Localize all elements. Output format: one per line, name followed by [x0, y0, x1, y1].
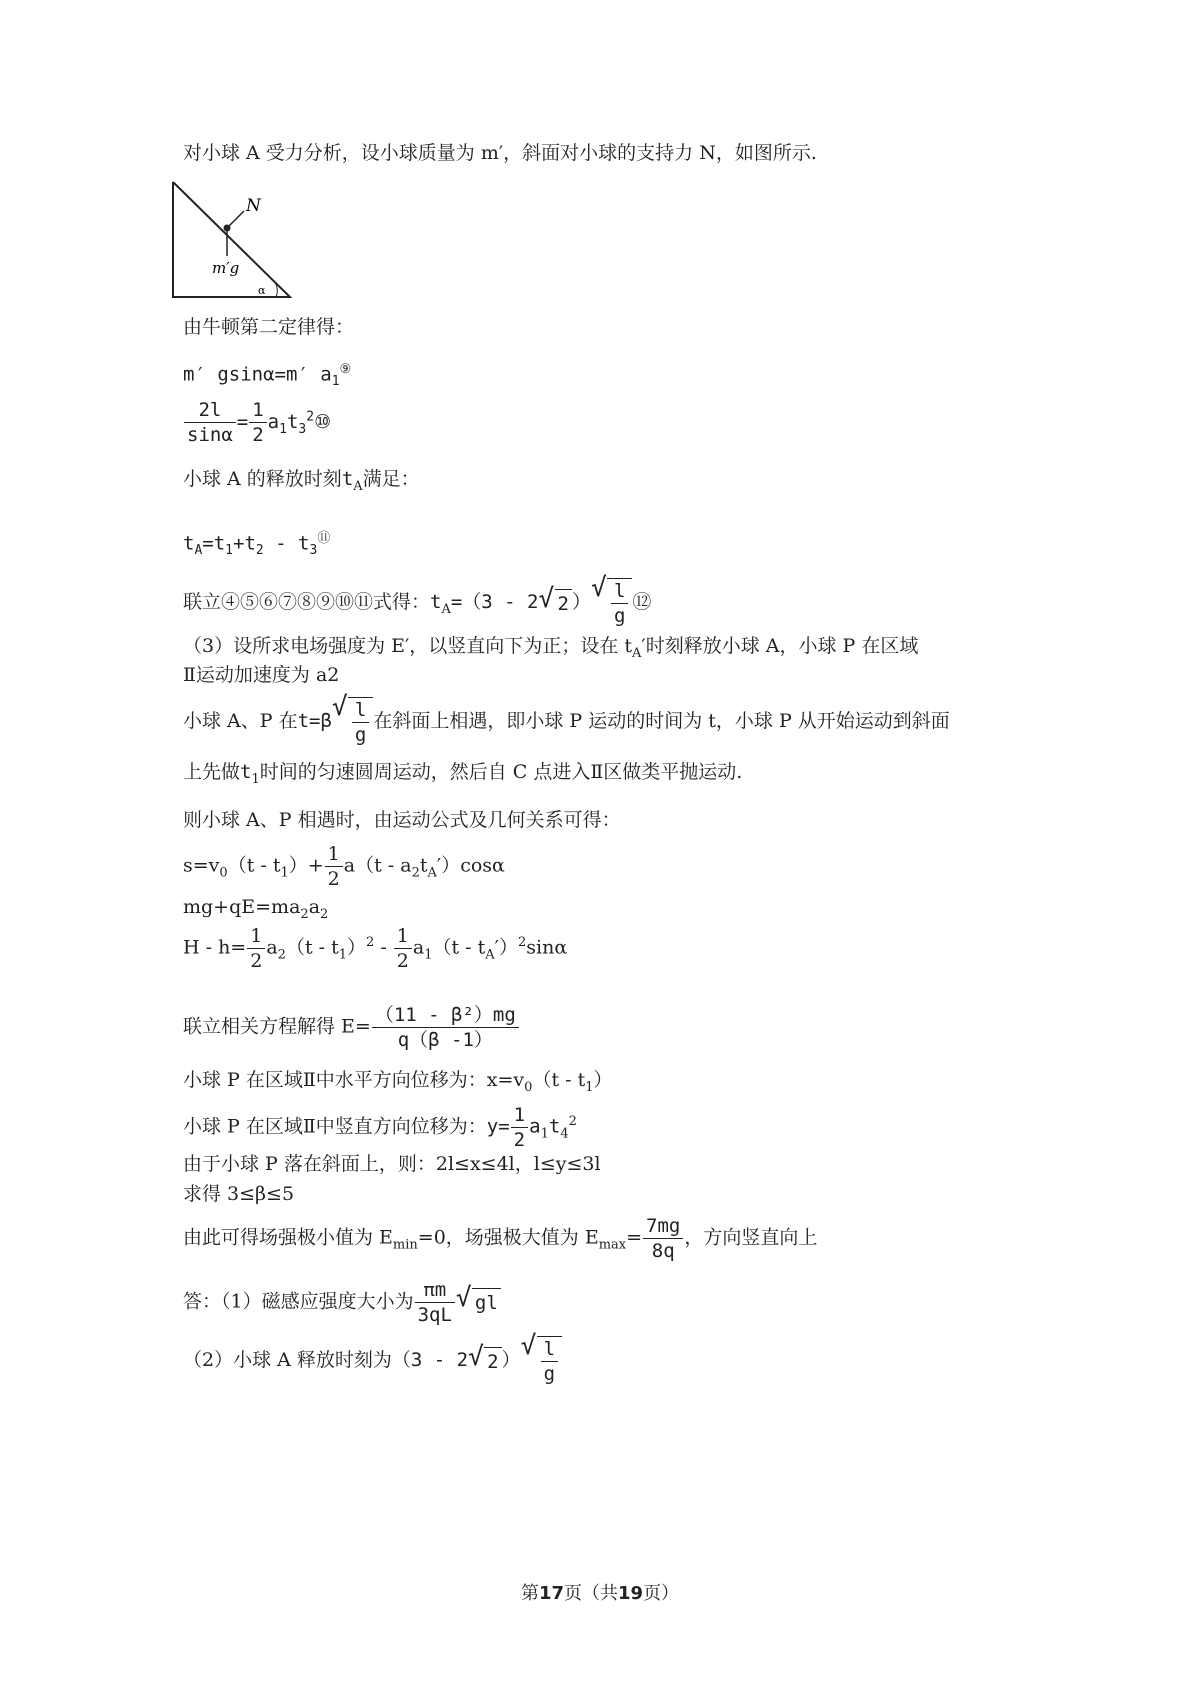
fraction: $\frac{1}{2}$: [249, 398, 266, 447]
label-alpha: α: [258, 284, 266, 297]
text-line: [183, 139, 817, 167]
normal-force-arrow: [227, 211, 244, 228]
square-root: √ $\frac{l}{g}$: [591, 578, 632, 628]
square-root: √ $\frac{l}{g}$: [332, 697, 373, 747]
equation-line: H - h= $\frac{1}{2}$ $a_2(t - t_1)^2$ - $\frac{1}{2}$ $a_1(t - t_A')^2\sin\alpha$: [183, 925, 568, 972]
text-line: 上先做$t_1$时间的匀速圆周运动，然后自 C 点进入Ⅱ区做类平抛运动.: [183, 761, 743, 787]
text-line: 小球 P 在区域Ⅱ中竖直方向位移为：y= $\frac{1}{2}$ $a_1t_4^2$: [183, 1104, 577, 1151]
paragraph-text: 由牛顿第二定律得：: [183, 316, 355, 338]
text-line: 小球 P 在区域Ⅱ中水平方向位移为：$x=v_0(t - t_1)$: [183, 1069, 613, 1095]
square-root: √ gl: [456, 1288, 501, 1317]
text-line: [183, 313, 354, 341]
answer-line: （2）小球 A 释放时刻为（3 - 2 √ 2 ） √ $\frac{l}{g}$: [183, 1336, 562, 1386]
text-line: 小球 A 的释放时刻$t_A$满足：: [183, 468, 420, 494]
text-line: 由于小球 P 落在斜面上，则：2l≤x≤4l，l≤y≤3l: [183, 1153, 601, 1175]
paragraph-text: 对小球 A 受力分析，设小球质量为 m′，斜面对小球的支持力 N，如图所示.: [183, 142, 817, 164]
equation-10: $\frac{2l}{\sin\alpha}$ = $\frac{1}{2}$ $a_1t_3^2⑩$: [183, 398, 331, 447]
equation-11: $t_A=t_1+t_2 - t_3^⑪$: [183, 531, 331, 559]
equation-line: $mg+qE=ma_2a_2$: [183, 896, 329, 922]
label-mg: m′g: [212, 259, 240, 277]
equation-line: 联立相关方程解得 E= $\frac{\text{（11 - β²）mg}}{q(\beta -1)}$: [183, 1003, 520, 1052]
text-line: Ⅱ运动加速度为 a2: [183, 664, 340, 686]
text-line: 则小球 A、P 相遇时，由运动公式及几何关系可得：: [183, 809, 621, 831]
page-footer: 第17页（共19页）: [520, 1583, 680, 1604]
square-root: √ $\frac{l}{g}$: [521, 1336, 562, 1386]
text-line: （3）设所求电场强度为 E′，以竖直向下为正；设在 $t_A'$时刻释放小球 A，小球 P 在区域: [183, 635, 919, 661]
equation-12: 联立④⑤⑥⑦⑧⑨⑩⑪式得：$t_A=(3 - 2$ √ 2 ） √ $\frac{l}{g}$ ⑫: [183, 573, 652, 627]
incline-triangle: [173, 182, 290, 297]
text-line: 由此可得场强极小值为 $E_{min}=0$，场强极大值为 $E_{max}=$ $\frac{7mg}{8q}$ ，方向竖直向上: [183, 1215, 818, 1262]
square-root: √ 2: [539, 589, 572, 618]
text-line: 求得 3≤β≤5: [183, 1183, 295, 1205]
equation-9: m′ gsinα=m′ $a_1^⑨$: [183, 362, 352, 390]
square-root: √ 2: [468, 1347, 501, 1376]
answer-line: 答：（1）磁感应强度大小为 $\frac{\pi m}{3qL}$ √ gl: [183, 1278, 501, 1327]
text-line: 小球 A、P 在t=β √ $\frac{l}{g}$ 在斜面上相遇，即小球 P 运动的时间为 t，小球 P 从开始运动到斜面: [183, 692, 950, 746]
equation-line: $s=v_0(t - t_1)+$ $\frac{1}{2}$ $a(t - a_2t_A')\cos\alpha$: [183, 843, 505, 890]
force-diagram: [170, 178, 310, 303]
label-n: N: [246, 196, 261, 216]
fraction: $\frac{2l}{\sin\alpha}$: [184, 398, 236, 447]
